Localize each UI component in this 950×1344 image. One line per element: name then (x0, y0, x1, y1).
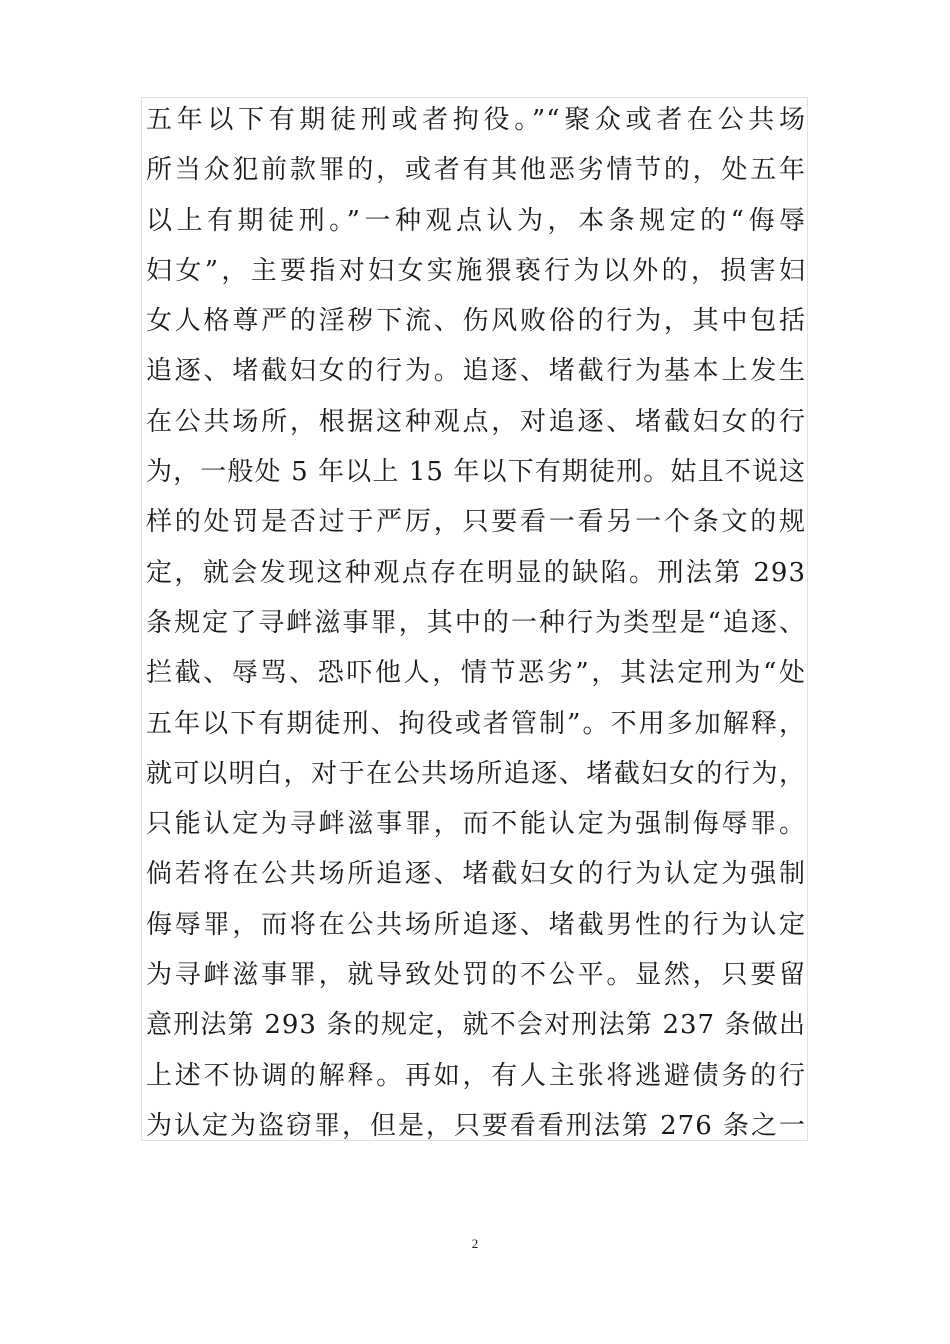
text-line: 倘若将在公共场所追逐、堵截妇女的行为认定为强制 (146, 859, 806, 890)
text-line: 女人格尊严的淫秽下流、伤风败俗的行为，其中包括 (146, 306, 806, 337)
text-line: 定，就会发现这种观点存在明显的缺陷。刑法第 293 (146, 557, 806, 588)
text-line: 样的处罚是否过于严厉，只要看一看另一个条文的规 (146, 507, 806, 538)
body-text (146, 95, 806, 1151)
text-line: 追逐、堵截妇女的行为。追逐、堵截行为基本上发生 (146, 356, 806, 387)
text-line: 为，一般处 5 年以上 15 年以下有期徒刑。姑且不说这 (146, 457, 806, 488)
text-line: 侮辱罪，而将在公共场所追逐、堵截男性的行为认定 (146, 909, 806, 940)
text-line: 所当众犯前款罪的，或者有其他恶劣情节的，处五年 (146, 155, 806, 186)
text-line: 条规定了寻衅滋事罪，其中的一种行为类型是“追逐、 (146, 607, 806, 638)
text-line: 意刑法第 293 条的规定，就不会对刑法第 237 条做出 (146, 1010, 806, 1041)
text-line: 上述不协调的解释。再如，有人主张将逃避债务的行 (146, 1060, 806, 1091)
text-line: 拦截、辱骂、恐吓他人，情节恶劣”，其法定刑为“处 (146, 658, 806, 689)
text-line: 五年以下有期徒刑或者拘役。”“聚众或者在公共场 (146, 105, 806, 135)
text-line: 为寻衅滋事罪，就导致处罚的不公平。显然，只要留 (146, 960, 806, 991)
text-line: 妇女”，主要指对妇女实施猥亵行为以外的，损害妇 (146, 255, 806, 286)
text-line: 就可以明白，对于在公共场所追逐、堵截妇女的行为， (146, 758, 806, 789)
text-line: 只能认定为寻衅滋事罪，而不能认定为强制侮辱罪。 (146, 809, 806, 840)
text-line: 以上有期徒刑。”一种观点认为，本条规定的“侮辱 (146, 205, 806, 236)
page-number: 2 (471, 1236, 479, 1251)
text-line: 五年以下有期徒刑、拘役或者管制”。不用多加解释， (146, 708, 806, 739)
text-line: 在公共场所，根据这种观点，对追逐、堵截妇女的行 (146, 406, 806, 437)
text-line: 为认定为盗窃罪，但是，只要看看刑法第 276 条之一 (146, 1110, 806, 1141)
